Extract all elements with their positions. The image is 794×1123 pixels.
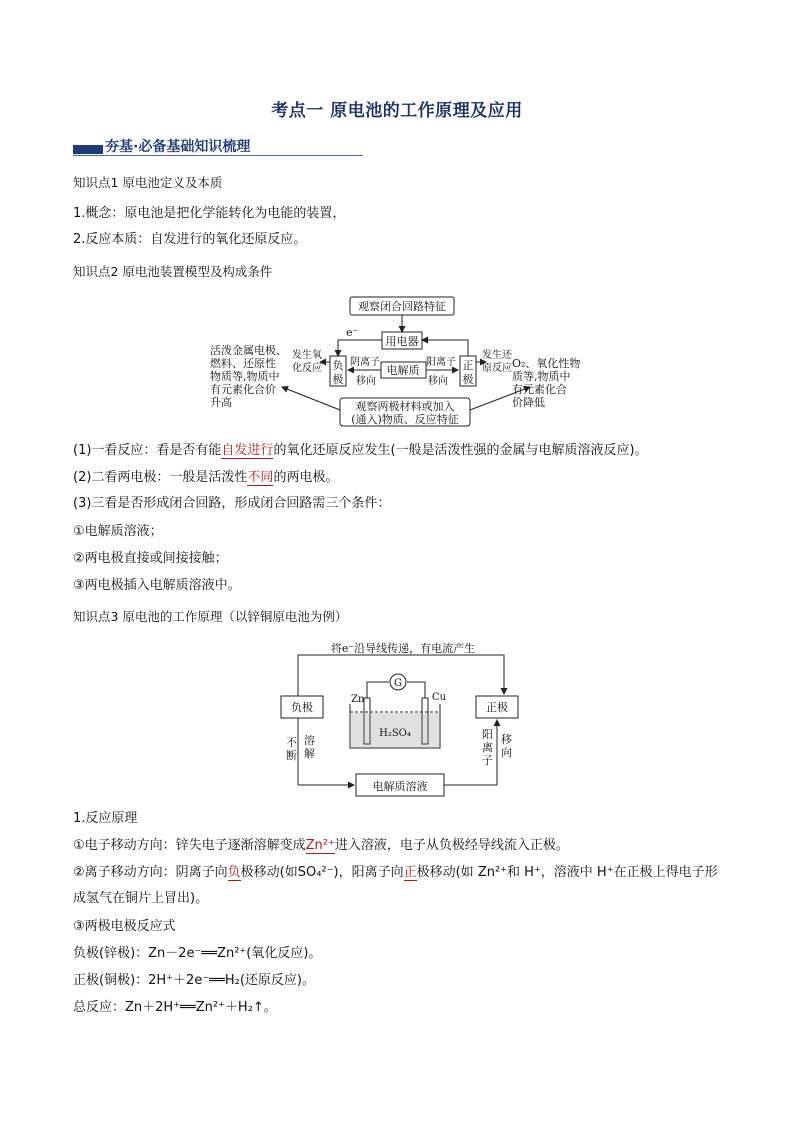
section-header [73, 136, 363, 158]
negative-electrode-equation: 负极(锌极)：Zn－2e⁻══Zn²⁺(氧化反应)。 [73, 946, 322, 961]
copper-label: Cu [432, 692, 447, 703]
ion-direction-a: ②离子移动方向：阴离子向 [73, 865, 228, 880]
cation-move-label: 移向 [428, 376, 448, 387]
condition-2-post: 的两电极。 [273, 470, 339, 485]
right-col1-char-3: 子 [482, 754, 493, 767]
total-reaction-equation: 总反应：Zn＋2H⁺══Zn²⁺＋H₂↑。 [73, 1000, 277, 1015]
electron-direction-pre: ①电子移动方向：锌失电子逐渐溶解变成 [73, 838, 306, 853]
pos-electrode-char-1: 正 [462, 359, 474, 372]
kp1-concept: 1.概念：原电池是把化学能转化为电能的装置， [73, 206, 346, 221]
left-desc-line-1: 活泼金属电极、 [210, 344, 287, 357]
left-col2-char-2: 解 [304, 747, 315, 760]
electron-direction-post: 进入溶液，电子从负极经导线流入正极。 [334, 838, 569, 853]
cation-label: 阳离子 [426, 357, 456, 368]
left-desc-line-5: 升高 [210, 396, 232, 409]
ion-direction-highlight-pos: 正 [403, 865, 417, 880]
pos-electrode-char-2: 极 [462, 373, 474, 386]
oxidation-line-2: 化反应 [292, 363, 322, 374]
section-underline [73, 155, 363, 156]
electrolyte-label: 电解质 [386, 364, 420, 377]
electrolyte-solution-label: 电解质溶液 [372, 780, 428, 793]
electron-flow-text: 将e⁻沿导线传递，有电流产生 [330, 642, 476, 655]
right-desc-line-2: 质等,物质中 [512, 370, 571, 383]
galvanometer-label: G [394, 678, 402, 689]
kp3-heading: 知识点3 原电池的工作原理（以锌铜原电池为例） [73, 609, 348, 624]
kp1-heading: 知识点1 原电池定义及本质 [73, 175, 223, 190]
electrode-equations-heading: ③两极电极反应式 [73, 919, 176, 934]
left-col1-char-1: 不 [286, 736, 297, 749]
right-desc-line-3: 有元素化合 [512, 383, 567, 396]
ion-direction-b: 极移动(如SO₄²⁻)，阳离子向 [240, 865, 404, 880]
kp1-essence: 2.反应本质：自发进行的氧化还原反应。 [73, 232, 307, 247]
anion-label: 阴离子 [350, 357, 380, 368]
zinc-copper-cell-diagram [278, 640, 528, 802]
zinc-label: Zn [351, 694, 365, 705]
right-col2-char-1: 移 [501, 733, 512, 746]
ion-direction [73, 860, 723, 912]
positive-electrode-equation: 正极(铜极)：2H⁺＋2e⁻══H₂(还原反应)。 [73, 973, 315, 988]
positive-electrode-label: 正极 [486, 701, 508, 714]
left-col1-char-2: 断 [286, 749, 297, 762]
page-title: 考点一 原电池的工作原理及应用 [271, 101, 523, 121]
solution-label: H₂SO₄ [379, 728, 411, 739]
battery-model-diagram [200, 292, 600, 432]
observe-materials-line-2: (通入)物质、反应特征 [351, 413, 459, 426]
right-desc-line-1: O₂、氧化性物 [512, 357, 581, 370]
observe-loop-label: 观察闭合回路特征 [358, 300, 446, 313]
appliance-label: 用电器 [385, 335, 419, 348]
observe-materials-line-1: 观察两极材料或加入 [355, 400, 455, 413]
condition-1-pre: (1)一看反应：看是否有能 [73, 443, 222, 458]
electron-direction [73, 837, 569, 855]
right-col1-char-2: 离 [482, 741, 493, 754]
right-desc-line-4: 价降低 [512, 396, 545, 409]
loop-condition-2: ②两电极直接或间接接触； [73, 551, 228, 566]
condition-1-highlight: 自发进行 [221, 443, 274, 458]
kp2-heading: 知识点2 原电池装置模型及构成条件 [73, 264, 273, 279]
oxidation-line-1: 发生氧 [292, 350, 322, 361]
anion-move-label: 移向 [356, 376, 376, 387]
right-col2-char-2: 向 [501, 746, 512, 759]
section-marker [73, 145, 103, 154]
condition-2-highlight: 不同 [247, 470, 274, 485]
ion-direction-c: 极移动(如 Zn²⁺和 H⁺，溶液中 H⁺在正极上得电子形成氢气在铜片上冒出)。 [73, 865, 718, 906]
electron-label: e⁻ [346, 326, 359, 339]
section-header-label: 夯基·必备基础知识梳理 [105, 139, 251, 155]
loop-condition-3: ③两电极插入电解质溶液中。 [73, 578, 241, 593]
condition-1 [73, 442, 648, 460]
loop-condition-1: ①电解质溶液； [73, 524, 163, 539]
neg-electrode-char-1: 负 [332, 359, 344, 372]
condition-3: (3)三看是否形成闭合回路，形成闭合回路需三个条件： [73, 496, 391, 511]
condition-2-pre: (2)二看两电极：一般是活泼性 [73, 470, 248, 485]
left-desc-line-2: 燃料、还原性 [210, 357, 276, 370]
negative-electrode-label: 负极 [291, 701, 313, 714]
condition-2 [73, 469, 338, 487]
condition-1-post: 的氧化还原反应发生(一般是活泼性强的金属与电解质溶液反应)。 [273, 443, 648, 458]
left-desc-line-4: 有元素化合价 [210, 383, 276, 396]
reduction-line-1: 发生还 [482, 350, 512, 361]
electron-direction-highlight: Zn²⁺ [305, 838, 335, 853]
ion-direction-highlight-neg: 负 [227, 865, 241, 880]
neg-electrode-char-2: 极 [332, 373, 344, 386]
left-col2-char-1: 溶 [304, 734, 315, 747]
left-desc-line-3: 物质等,物质中 [210, 370, 280, 383]
reduction-line-2: 原反应 [482, 363, 512, 374]
reaction-principle-heading: 1.反应原理 [73, 811, 138, 826]
right-col1-char-1: 阳 [482, 728, 493, 741]
